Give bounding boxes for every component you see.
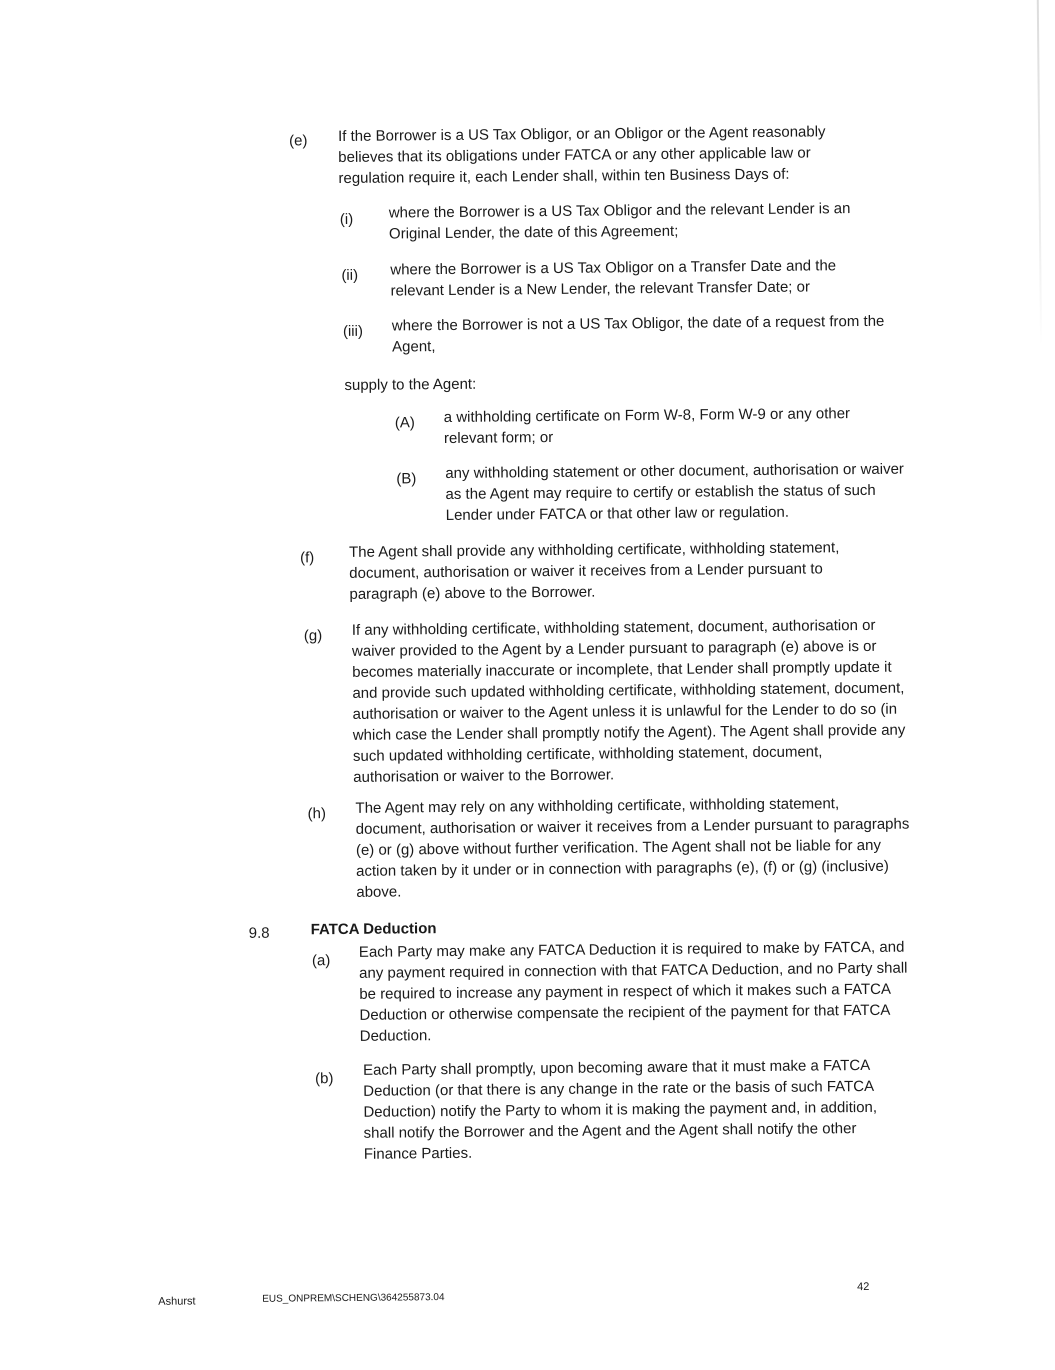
clause-e-B-label: (B): [396, 470, 417, 488]
clause-e-ii-text: where the Borrower is a US Tax Obligor on a Transfer Date and the relevant Lender is a New Lender, the relevant Transfer Date; or: [390, 257, 837, 300]
clause-h-text: The Agent may rely on any withholding certificate, withholding statement, document, authorisation or waiver it receives from a Lender pursuant to paragraphs (e) or (g) above without further verification. The Agent shall not be liable for any action taken by it under or in connection with paragraphs (e), (f) or (g) (inclusive) above.: [355, 795, 910, 901]
section-item-a-label: (a): [311, 952, 331, 970]
clause-e-i-text: where the Borrower is a US Tax Obligor and the relevant Lender is an Original Lender, the date of this Agreement;: [388, 200, 851, 243]
footer-doc-ref: EUS_ONPREM\SCHENG\364255873.04: [262, 1292, 445, 1305]
clause-h-label: (h): [307, 805, 326, 823]
clause-g-label: (g): [303, 627, 323, 645]
clause-e-B-text: any withholding statement or other document, authorisation or waiver as the Agent may require to certify or establish the status of such Lender under FATCA or that other law or regulation.: [445, 460, 904, 524]
clause-e-i-label: (i): [339, 210, 354, 228]
clause-f-label: (f): [300, 549, 315, 567]
footer-firm: Ashurst: [158, 1295, 196, 1308]
section-title: FATCA Deduction: [310, 920, 437, 939]
scan-edge-shadow: [1037, 0, 1042, 345]
clause-f-text: The Agent shall provide any withholding certificate, withholding statement, document, authorisation or waiver it receives from a Lender pursuant to paragraph (e) above to the Borrower.: [348, 539, 840, 603]
clause-g-text: If any withholding certificate, withholding statement, document, authorisation or waiver provided to the Agent by a Lender pursuant to paragraph (e) above is or becomes materially inaccurate or incomplete, that Lender shall promptly update it and provide such updated withholding certificate, withholding statement, document, authorisation or waiver to the Agent unless it is unlawful for the Lender to do so (in which case the Lender shall promptly notify the Agent). The Agent shall provide any such updated withholding certificate, withholding statement, document, authorisation or waiver to the Borrower.: [351, 616, 906, 786]
clause-e-iii-label: (iii): [342, 322, 364, 340]
section-number: 9.8: [248, 924, 270, 942]
clause-e-A-label: (A): [394, 414, 415, 432]
section-item-b-text: Each Party shall promptly, upon becoming aware that it must make a FATCA Deduction (or that there is any change in the rate or the basis of such FATCA Deduction) notify the Party to whom it is making the payment and, in addition, shall notify the Borrower and the Agent and the Agent shall notify the other Finance Parties.: [362, 1056, 878, 1163]
section-item-b-label: (b): [315, 1070, 334, 1088]
clause-e-ii-label: (ii): [341, 266, 359, 284]
clause-e-label: (e): [289, 132, 308, 150]
page-number: 42: [857, 1280, 870, 1294]
clause-e-iii-text: where the Borrower is not a US Tax Obligor, the date of a request from the Agent,: [391, 312, 885, 356]
section-item-a-text: Each Party may make any FATCA Deduction it is required to make by FATCA, and any payment required in connection with that FATCA Deduction, and no Party shall be required to increase any payment in respect of which it makes such a FATCA Deduction or otherwise compensate the recipient of the payment for that FATCA Deduction.: [358, 938, 908, 1045]
clause-e-supply-text: supply to the Agent:: [344, 375, 477, 394]
clause-e-text: If the Borrower is a US Tax Obligor, or an Obligor or the Agent reasonably believes that its obligations under FATCA or any other applicable law or regulation require it, each Lender shall, within ten Business Days of:: [337, 123, 826, 188]
clause-e-A-text: a withholding certificate on Form W-8, Form W-9 or any other relevant form; or: [443, 405, 851, 448]
